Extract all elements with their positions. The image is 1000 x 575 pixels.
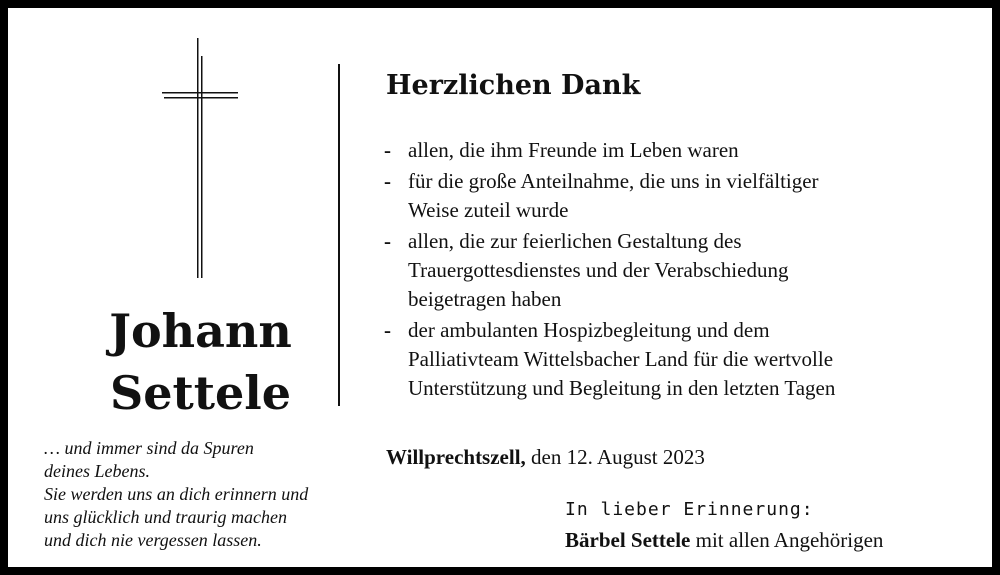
list-item-line: Trauergottesdienstes und der Verabschiedung: [408, 258, 789, 282]
place: Willprechtszell,: [386, 445, 526, 469]
list-item-line: Palliativteam Wittelsbacher Land für die wertvolle: [408, 347, 834, 371]
deceased-first-name: Johann: [109, 304, 292, 358]
cross-icon: [158, 38, 243, 283]
divider-line: [338, 64, 340, 406]
verse-line: Sie werden uns an dich erinnern und: [44, 484, 309, 504]
dash-bullet: -: [384, 138, 391, 162]
list-item-line: allen, die zur feierlichen Gestaltung des: [408, 229, 742, 253]
list-item: [384, 227, 984, 314]
list-item-line: Weise zuteil wurde: [408, 198, 569, 222]
verse-line: und dich nie vergessen lassen.: [44, 530, 262, 550]
closing-greeting: In lieber Erinnerung:: [565, 499, 814, 520]
dash-bullet: -: [384, 318, 391, 342]
list-item-line: beigetragen haben: [408, 287, 562, 311]
list-item: [384, 167, 984, 225]
dash-bullet: -: [384, 229, 391, 253]
list-item: [384, 316, 984, 403]
verse: [44, 437, 364, 552]
list-item-line: Unterstützung und Begleitung in den letzten Tagen: [408, 376, 836, 400]
list-item-line: für die große Anteilnahme, die uns in vielfältiger: [408, 169, 819, 193]
signer-suffix: mit allen Angehörigen: [695, 528, 884, 552]
date: den 12. August 2023: [531, 445, 705, 469]
thanks-list: [384, 136, 984, 405]
list-item-line: der ambulanten Hospizbegleitung und dem: [408, 318, 770, 342]
thanks-heading: Herzlichen Dank: [386, 70, 641, 101]
place-date: [386, 445, 705, 470]
verse-line: deines Lebens.: [44, 461, 150, 481]
verse-line: uns glücklich und traurig machen: [44, 507, 287, 527]
signer-name: Bärbel Settele: [565, 528, 691, 552]
list-item-line: allen, die ihm Freunde im Leben waren: [408, 138, 739, 162]
deceased-last-name: Settele: [110, 366, 291, 420]
list-item: [384, 136, 984, 165]
verse-line: … und immer sind da Spuren: [44, 438, 254, 458]
signature: [565, 528, 883, 553]
dash-bullet: -: [384, 169, 391, 193]
